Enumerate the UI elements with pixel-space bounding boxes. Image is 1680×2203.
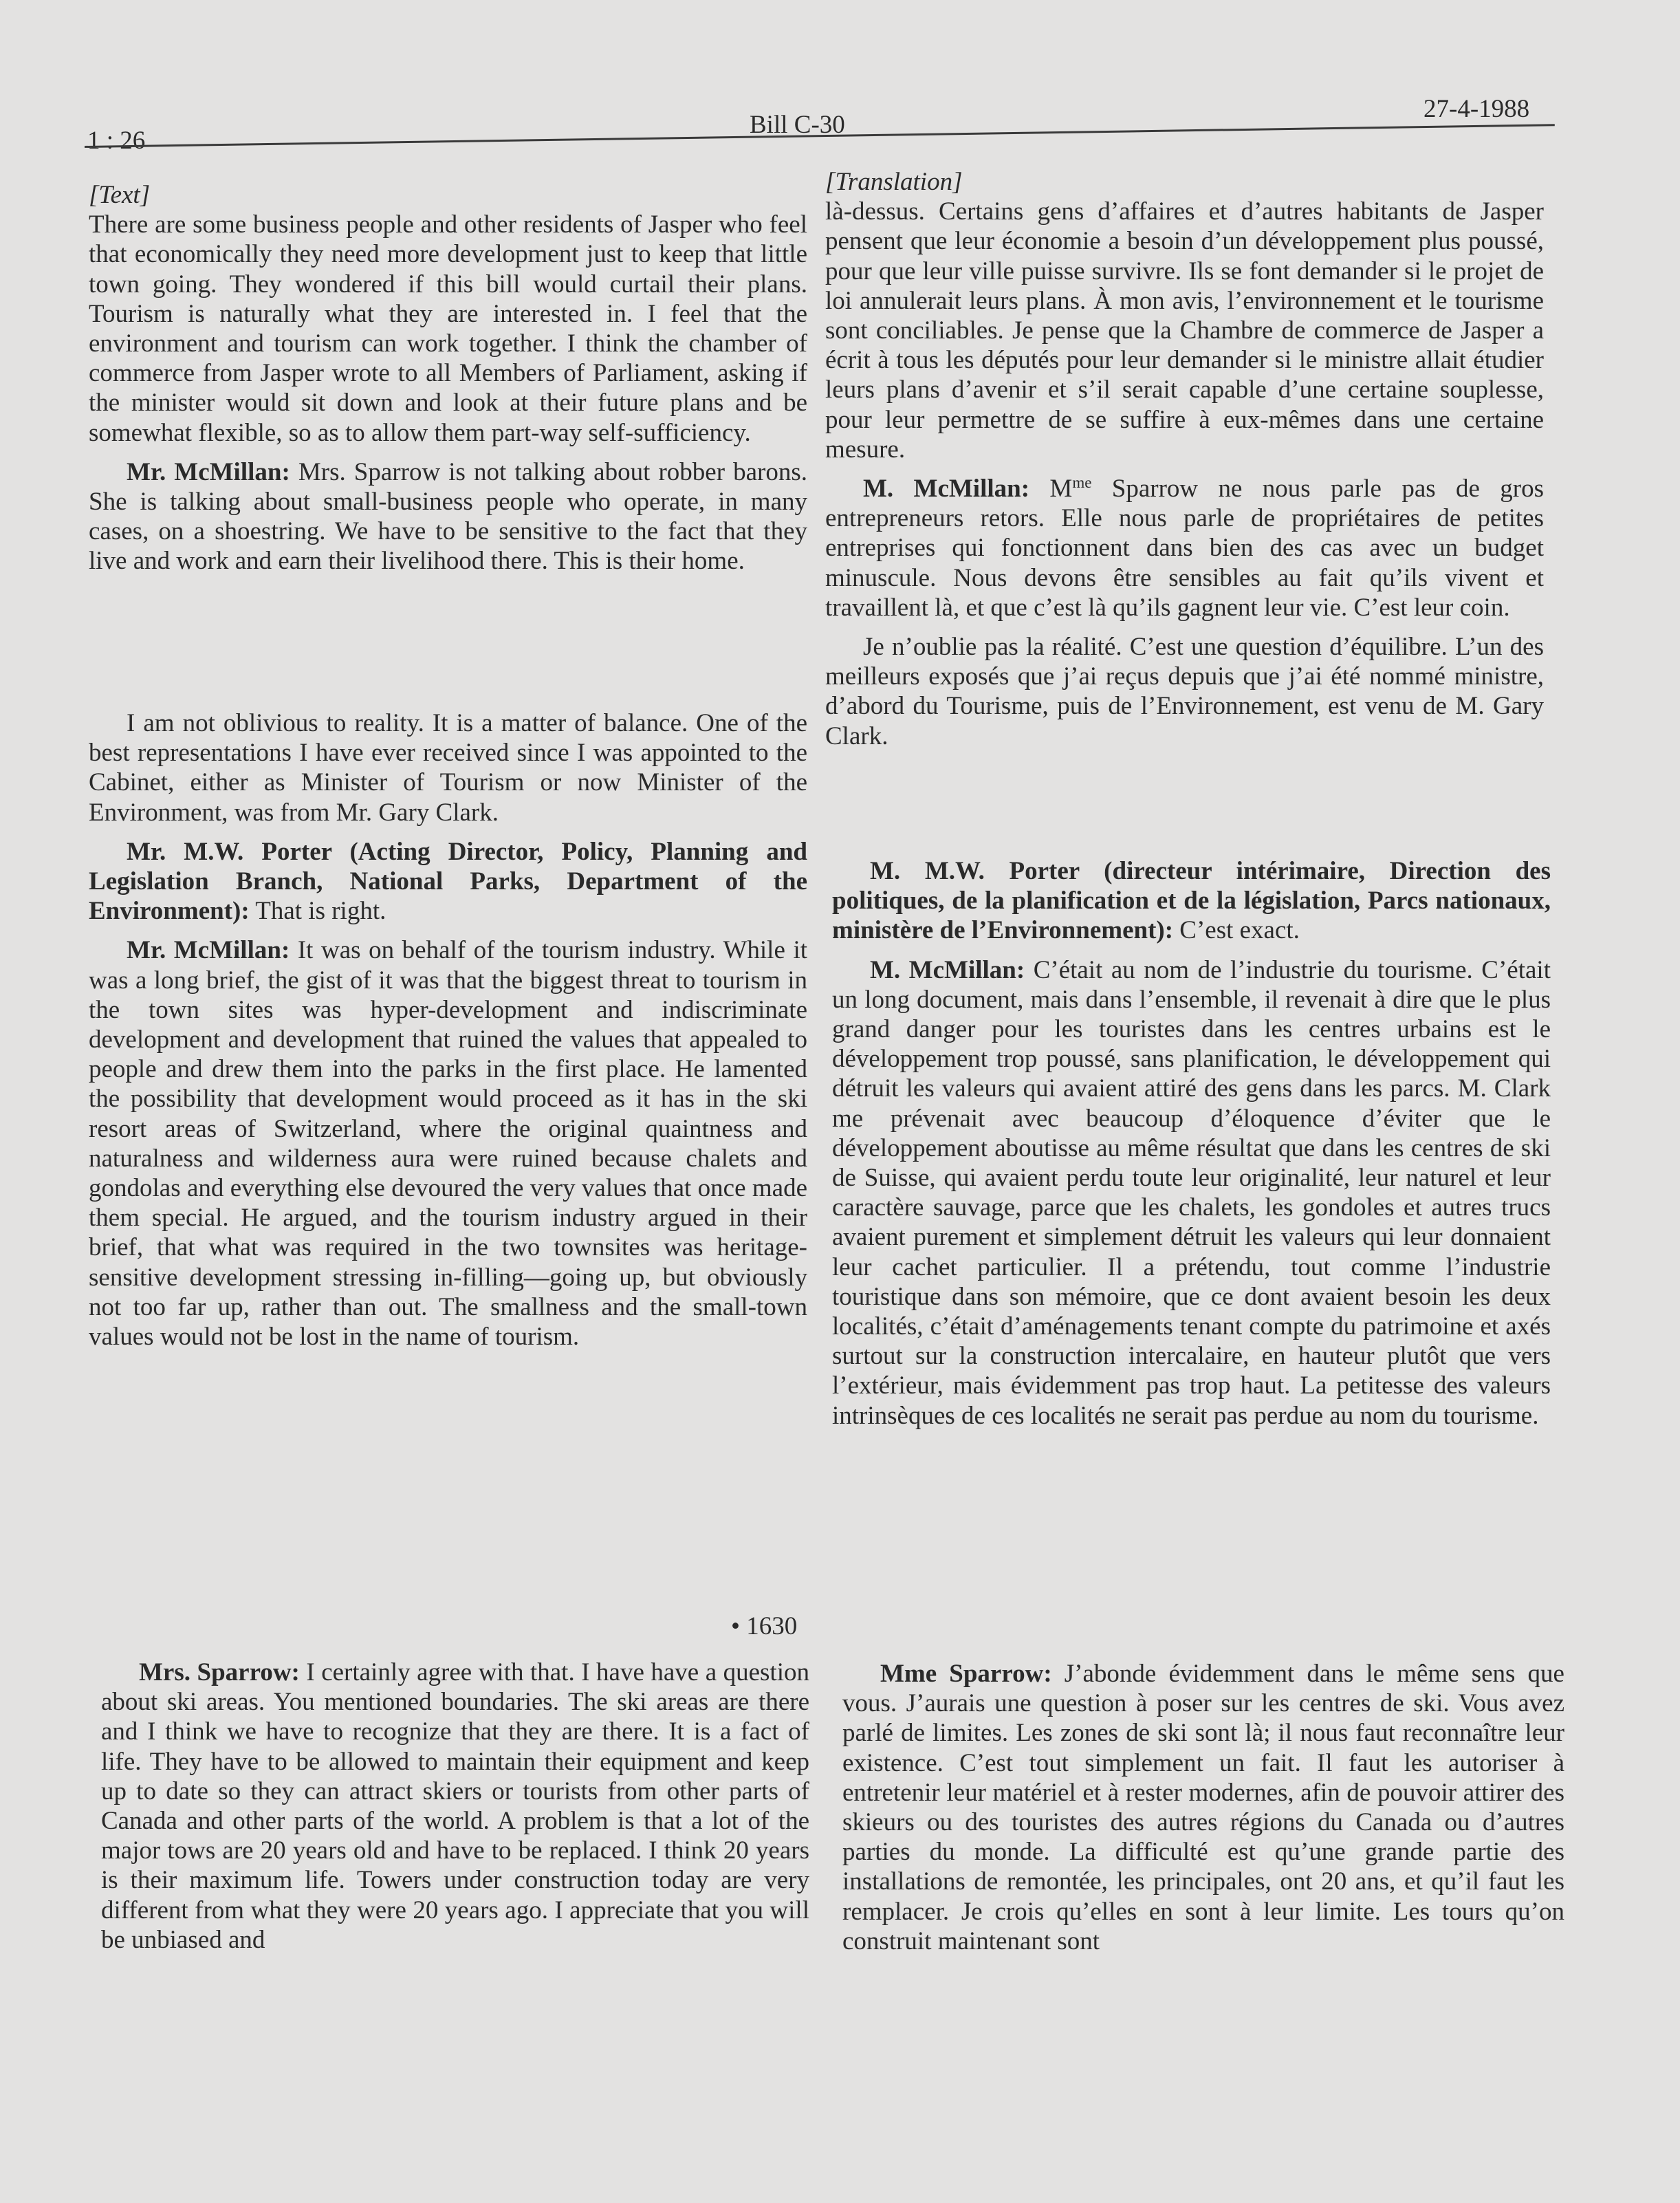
text-tag: [Text] xyxy=(89,181,151,209)
bill-title: Bill C-30 xyxy=(750,111,845,139)
paragraph: Je n’oublie pas la réalité. C’est une question d’équilibre. L’un des meilleurs exposés que j’ai reçus depuis que j’ai été nommé ministre, d’abord du Tourisme, puis de l’Environnement, est venu de M. Gary Clark. xyxy=(825,633,1544,750)
french-column-cont xyxy=(832,856,1551,1431)
speech xyxy=(832,856,1551,946)
speech xyxy=(842,1659,1564,1956)
speech xyxy=(89,837,807,926)
speech xyxy=(825,474,1544,622)
speaker-name: Mme Sparrow: xyxy=(880,1660,1052,1688)
speech-title: M xyxy=(1029,475,1073,503)
speaker-name: Mr. M.W. Porter (Acting Director, Policy, Planning and Legislation Branch, National Parks, Department of the Environment): xyxy=(89,837,807,926)
page-number: 1 : 26 xyxy=(87,127,146,155)
speech xyxy=(832,955,1551,1431)
french-column xyxy=(825,167,1544,751)
speech xyxy=(101,1658,809,1955)
speech-text: That is right. xyxy=(249,897,386,926)
speaker-name: M. McMillan: xyxy=(870,955,1025,984)
speech-title-sup: me xyxy=(1072,474,1092,492)
english-column-cont xyxy=(89,708,807,1352)
speech-text: C’était au nom de l’industrie du tourisme. C’était un long document, mais dans l’ensemble, il revenait à dire que le plus grand danger pour les touristes dans les centres urbains est le développement trop poussé, sans planification, le développement qui détruit les valeurs qui avaient attiré des gens dans les parcs. M. Clark me prévenait avec beaucoup d’éloquence d’éviter que le développement aboutisse au même résultat que dans les centres de ski de Suisse, qui avaient perdu toute leur originalité, leur naturel et leur caractère sauvage, parce que les chalets, les gondoles et autres trucs avaient purement et simplement détruit les valeurs qui leur donnaient leur cachet particulier. Il a prétendu, tout comme l’industrie touristique dans son mémoire, que ce dont avaient besoin les deux localités, c’était d’aménagements tenant compte du patrimoine et axés surtout sur la construction intercalaire, en hauteur plutôt que vers l’extérieur, mais évidemment pas trop haut. La petitesse des valeurs intrinsèques de ces localités ne serait pas perdue au nom du tourisme. xyxy=(832,955,1551,1430)
translation-tag: [Translation] xyxy=(825,168,963,196)
speech-text: Sparrow ne nous parle pas de gros entrepreneurs retors. Elle nous parle de propriétaires de petites entreprises qui fonctionnent dans bien des cas avec un budget minuscule. Nous devons être sensibles au fait qu’ils vivent et travaillent là, et que c’est là qu’ils gagnent leur vie. C’est leur coin. xyxy=(825,475,1545,622)
speech-text: It was on behalf of the tourism industry. While it was a long brief, the gist of it was that the biggest threat to tourism in the town sites was hyper-development and indiscriminate development and development that ruined the values that appealed to people and drew them into the parks in the first place. He lamented the possibility that development would proceed as it has in the ski resort areas of Switzerland, where the original quaintness and naturalness and wilderness aura were ruined because chalets and gondolas and everything else devoured the very values that once made them special. He argued, and the tourism industry argued in their brief, that what was required in the two townsites was heritage-sensitive development stressing in-filling—going up, but obviously not too far up, rather than out. The smallness and the small-town values would not be lost in the name of tourism. xyxy=(89,936,807,1352)
speech xyxy=(89,457,807,576)
speech xyxy=(89,935,807,1352)
speaker-name: M. McMillan: xyxy=(863,475,1030,503)
english-column-bottom xyxy=(101,1658,809,1955)
time-marker: • 1630 xyxy=(731,1612,798,1640)
speech-text: Mrs. Sparrow is not talking about robber barons. She is talking about small-business people who operate, in many cases, on a shoestring. We have to be sensitive to the fact that they live and work and earn their livelihood there. This is their home. xyxy=(89,457,807,576)
speech-text: J’abonde évidemment dans le même sens que vous. J’aurais une question à poser sur les centres de ski. Vous avez parlé de limites. Les zones de ski sont là; il nous faut reconnaître leur existence. C’est tout simplement un fait. Il faut les autoriser à entretenir leur matériel et à rester modernes, afin de pouvoir attirer des skieurs ou des touristes des autres régions du Canada ou d’autres parties du monde. La difficulté est qu’une grande partie des installations de remontée, les principales, ont 20 ans, et qu’il faut les remplacer. Je crois qu’elles en sont à leur limite. Les tours qu’on construit maintenant sont xyxy=(842,1660,1564,1955)
english-column xyxy=(89,180,807,576)
paragraph: There are some business people and other residents of Jasper who feel that economically they need more development just to keep that little town going. They wondered if this bill would curtail their plans. Tourism is naturally what they are interested in. I feel that the environment and tourism can work together. I think the chamber of commerce from Jasper wrote to all Members of Parliament, asking if the minister would sit down and look at their future plans and be somewhat flexible, so as to allow them part-way self-sufficiency. xyxy=(89,210,807,447)
speaker-name: Mr. McMillan: xyxy=(127,457,290,486)
paragraph: I am not oblivious to reality. It is a matter of balance. One of the best representations I have ever received since I was appointed to the Cabinet, either as Minister of Tourism or now Minister of the Environment, was from Mr. Gary Clark. xyxy=(89,709,807,827)
speech-text: C’est exact. xyxy=(1173,916,1300,945)
paragraph: là-dessus. Certains gens d’affaires et d’autres habitants de Jasper pensent que leur économie a besoin d’un développement plus poussé, pour que leur ville puisse survivre. Ils se font demander si le projet de loi annulerait leurs plans. À mon avis, l’environnement et le tourisme sont conciliables. Je pense que la Chambre de commerce de Jasper a écrit à tous les députés pour leur demander si le ministre allait étudier leurs plans d’avenir et s’il serait capable d’une certaine souplesse, pour leur permettre de se suffire à eux-mêmes dans une certaine mesure. xyxy=(825,197,1544,464)
header-date: 27-4-1988 xyxy=(1423,95,1530,123)
speaker-name: Mr. McMillan: xyxy=(127,936,290,965)
speaker-name: M. M.W. Porter (directeur intérimaire, Direction des politiques, de la planification et de la législation, Parcs nationaux, ministère de l’Environnement): xyxy=(832,857,1551,945)
speaker-name: Mrs. Sparrow: xyxy=(139,1658,300,1686)
speech-text: I certainly agree with that. I have have a question about ski areas. You mentioned boundaries. The ski areas are there and I think we have to recognize that they are there. It is a fact of life. They have to be allowed to maintain their equipment and keep up to date so they can attract skiers or tourists from other parts of Canada and other parts of the world. A problem is that a lot of the major tows are 20 years old and have to be replaced. I think 20 years is their maximum life. Towers under construction today are very different from what they were 20 years ago. I appreciate that you will be unbiased and xyxy=(101,1658,809,1954)
french-column-bottom xyxy=(842,1659,1564,1956)
